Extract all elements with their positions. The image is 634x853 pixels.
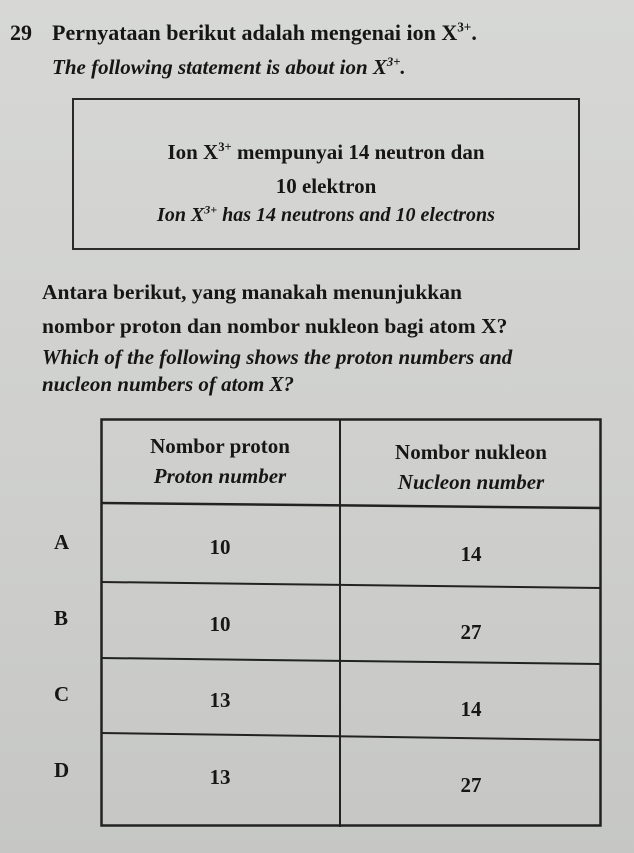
ion-charge: 3+ [386,55,401,69]
statement-english-pre: Ion [157,204,191,226]
prompt-english-line2: nucleon numbers of atom X? [42,372,295,396]
question-text-english [52,55,406,80]
question-malay-text: Pernyataan berikut adalah mengenai ion [52,20,442,45]
ion-symbol: X [203,140,219,164]
statement-box [72,98,580,250]
statement-pre: Ion [167,140,204,164]
option-d-label[interactable]: D [54,758,70,782]
prompt-malay-line2: nombor proton dan nombor nukleon bagi atom X? [42,314,508,338]
header-nucleon-malay: Nombor nukleon [395,440,547,464]
statement-english-post: has 14 neutrons and 10 electrons [217,204,495,226]
ion-symbol: X [190,204,205,226]
row-d-proton: 13 [209,765,231,789]
ion-charge: 3+ [457,19,472,35]
ion-symbol: X [441,20,458,45]
ion-symbol: X [372,55,387,79]
question-number: 29 [10,20,32,45]
option-c-label[interactable]: C [54,682,70,706]
ion-charge: 3+ [218,140,232,154]
answer-table [100,418,602,828]
row-b-nucleon: 27 [460,620,482,644]
header-proton-english: Proton number [153,464,287,488]
row-c-nucleon: 14 [460,697,482,721]
question-english-text: The following statement is about ion [52,55,373,79]
row-b-proton: 10 [209,612,231,636]
row-a-nucleon: 14 [460,542,482,566]
option-a-label[interactable]: A [54,530,70,554]
row-d-nucleon: 27 [460,773,482,797]
ion-charge: 3+ [204,202,218,217]
question-text-malay [52,20,477,46]
question-english-end: . [400,55,406,79]
row-a-proton: 10 [209,535,231,559]
option-b-label[interactable]: B [54,606,69,630]
row-c-proton: 13 [209,688,231,712]
header-nucleon-english: Nucleon number [397,470,545,494]
statement-post: mempunyai 14 neutron dan [231,140,485,164]
question-malay-end: . [471,20,477,45]
statement-english [74,204,578,227]
header-proton-malay: Nombor proton [150,434,290,458]
statement-malay-line2: 10 elektron [275,174,377,198]
prompt-malay-line1: Antara berikut, yang manakah menunjukkan [42,280,462,304]
statement-malay-line1 [74,140,578,165]
prompt-english-line1: Which of the following shows the proton numbers and [42,345,513,369]
